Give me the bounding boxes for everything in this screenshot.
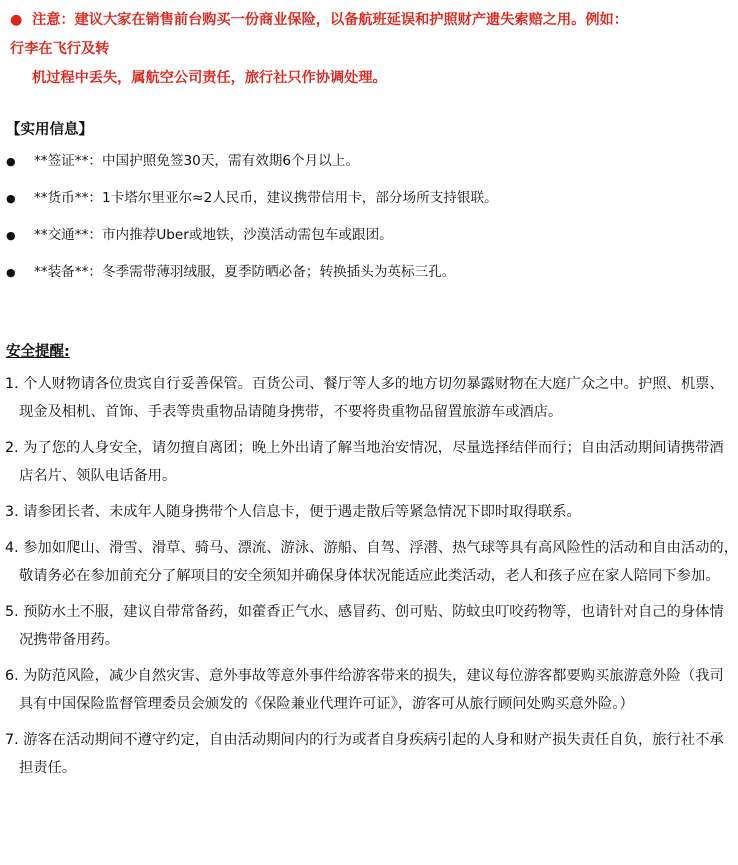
safety-tip [5, 534, 738, 590]
tip-line-1: 4. 参加如爬山、滑雪、滑草、骑马、漂流、游泳、游船、自驾、浮潜、热气球等具有高风险性的活动和自由活动的， [5, 540, 738, 556]
tip-line-2: 敬请务必在参加前充分了解项目的安全须知并确保身体状况能适应此类活动，老人和孩子应在家人陪同下参加。 [19, 568, 720, 584]
practical-info-title: 【实用信息】 [6, 122, 93, 138]
list-item [6, 187, 636, 224]
notice-bullet-icon: ● [10, 12, 23, 28]
safety-tip [5, 598, 724, 654]
list-item-text: **签证**：中国护照免签30天，需有效期6个月以上。 [34, 153, 360, 169]
list-item-text: **装备**：冬季需带薄羽绒服，夏季防晒必备；转换插头为英标三孔。 [34, 264, 456, 280]
insurance-notice [10, 6, 636, 93]
tip-line-1: 1. 个人财物请各位贵宾自行妥善保管。百货公司、餐厅等人多的地方切勿暴露财物在大庭广众之中。护照、机票、 [5, 376, 724, 392]
safety-tip [5, 662, 724, 718]
tip-line-1: 3. 请参团长者、未成年人随身携带个人信息卡，便于遇走散后等紧急情况下即时取得联系。 [5, 504, 581, 520]
tip-line-2: 况携带备用药。 [19, 632, 120, 648]
tip-line-2: 现金及相机、首饰、手表等贵重物品请随身携带，不要将贵重物品留置旅游车或酒店。 [19, 404, 563, 420]
notice-text-2: 机过程中丢失，属航空公司责任，旅行社只作协调处理。 [32, 70, 387, 86]
list-item-text: **货币**：1卡塔尔里亚尔≈2人民币，建议携带信用卡，部分场所支持银联。 [34, 190, 498, 206]
tip-line-2: 店名片、领队电话备用。 [19, 468, 177, 484]
bullet-icon: ● [6, 155, 16, 168]
tip-line-1: 5. 预防水土不服，建议自带常备药，如藿香正气水、感冒药、创可贴、防蚊虫叮咬药物等，也请针对自己的身体情 [5, 604, 724, 620]
safety-tip [5, 370, 724, 426]
tip-line-1: 6. 为防范风险，减少自然灾害、意外事故等意外事件给游客带来的损失，建议每位游客都要购买旅游意外险（我司 [5, 668, 724, 684]
practical-info-list [6, 150, 636, 298]
safety-tip [5, 498, 637, 526]
bullet-icon: ● [6, 229, 16, 242]
notice-line-1 [10, 6, 636, 64]
tip-line-2: 担责任。 [19, 760, 77, 776]
bullet-icon: ● [6, 192, 16, 205]
list-item [6, 224, 636, 261]
safety-reminder-title: 安全提醒: [6, 344, 70, 360]
tip-line-2: 具有中国保险监督管理委员会颁发的《保险兼业代理许可证》，游客可从旅行顾问处购买意外险。） [19, 696, 634, 712]
tip-line-1: 7. 游客在活动期间不遵守约定，自由活动期间内的行为或者自身疾病引起的人身和财产损失责任自负，旅行社不承 [5, 732, 724, 748]
list-item [6, 150, 636, 187]
safety-tips-list [5, 370, 738, 790]
safety-tip [5, 726, 724, 782]
bullet-icon: ● [6, 266, 16, 279]
tip-line-1: 2. 为了您的人身安全，请勿擅自离团；晚上外出请了解当地治安情况，尽量选择结伴而行；自由活动期间请携带酒 [5, 440, 724, 456]
notice-text-1: 注意：建议大家在销售前台购买一份商业保险，以备航班延误和护照财产遗失索赔之用。例如：行李在飞行及转 [10, 12, 628, 57]
safety-tip [5, 434, 724, 490]
list-item-text: **交通**：市内推荐Uber或地铁，沙漠活动需包车或跟团。 [34, 227, 393, 243]
list-item [6, 261, 636, 298]
